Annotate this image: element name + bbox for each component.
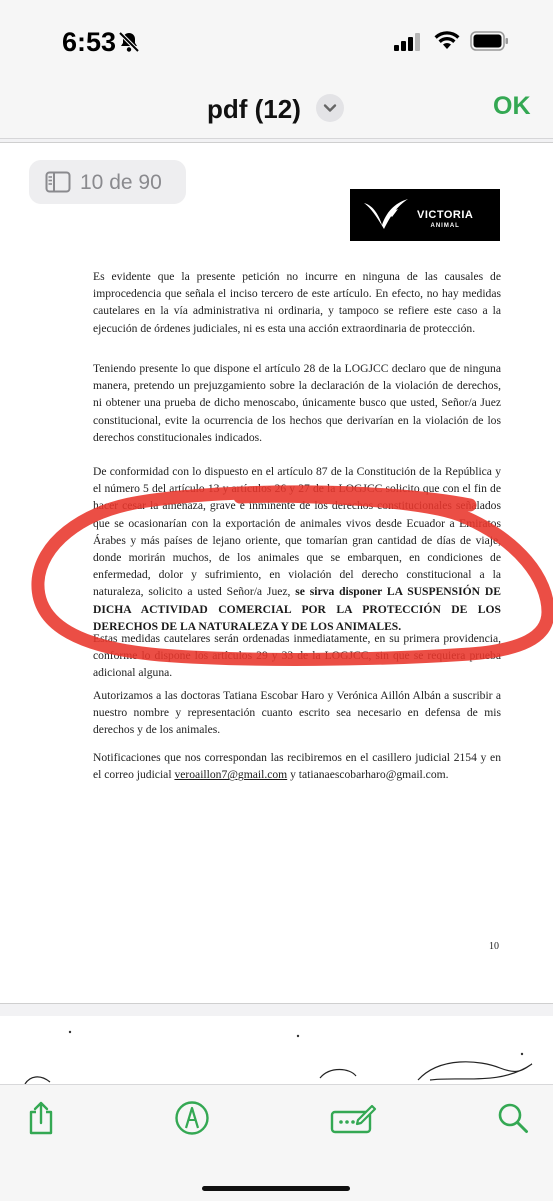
ok-button[interactable]: OK xyxy=(493,92,531,120)
home-indicator xyxy=(202,1186,350,1191)
logo-wordmark xyxy=(417,210,473,232)
title-menu-button[interactable] xyxy=(316,94,344,122)
markup-button[interactable] xyxy=(174,1100,210,1139)
paragraph-6-text: Notificaciones que nos correspondan las recibiremos en el casillero judicial 2154 y en el correo judicial xyxy=(93,751,501,782)
logo-emblem-icon xyxy=(358,189,418,241)
paragraph-2: Teniendo presente lo que dispone el artículo 28 de la LOGJCC declaro que de ninguna manera, pretendo un prejuzgamiento sobre la declaración de la violación de derechos, ni obtener una prueba de dicho menoscabo, únicamente busco que usted, Señor/a Juez constitucional, evite la ocurrencia de los hechos que derivarían en la violación de los derechos constitucionales indicados. xyxy=(93,362,501,444)
search-icon xyxy=(496,1100,530,1136)
chevron-down-icon xyxy=(316,94,344,122)
email-link[interactable]: veroaillon7@gmail.com xyxy=(174,768,288,782)
signature-scribble-icon xyxy=(0,1016,553,1084)
signature-button[interactable] xyxy=(330,1100,378,1139)
page-counter-text: 10 de 90 xyxy=(80,171,162,194)
share-button[interactable] xyxy=(26,1100,56,1139)
signature-icon xyxy=(330,1100,378,1136)
cellular-signal-icon xyxy=(394,33,422,51)
logo-name: VICTORIA xyxy=(417,209,474,221)
search-button[interactable] xyxy=(496,1100,530,1139)
markup-pen-icon xyxy=(174,1100,210,1136)
status-time: 6:53 xyxy=(62,27,117,57)
document-title[interactable]: pdf (12) xyxy=(207,94,301,124)
paragraph-5: Autorizamos a las doctoras Tatiana Escobar Haro y Verónica Aillón Albán a suscribir a nuestro nombre y representación cuanto escrito sea necesario en defensa de mis derechos y de los animales. xyxy=(93,689,501,737)
wifi-icon xyxy=(434,30,460,50)
paragraph-3-text: De conformidad con lo dispuesto en el artículo 87 de la Constitución de la República y el número 5 del artículo 13 y artículos 26 y 27 de la LOGJCC solicito que con el fin de hacer cesar la amenaza, grave e inminente de los derechos constitucionales señalados que se ocasionarían con la exportación de animales vivos desde Ecuador a Emiratos Árabes y más países de lejano oriente, que tomarían gran cantidad de días de viaje, donde morirán muchos, de los animales que se embarquen, en condiciones de enfermedad, dolor y sufrimiento, en violación del derecho constitucional a la naturaleza, solicito a usted Señor/a Juez, xyxy=(93,465,501,599)
paragraph-3-bold: se sirva disponer LA SUSPENSIÓN DE DICHA ACTIVIDAD COMERCIAL POR LA PROTECCIÓN DE LOS DERECHOS DE LA NATURALEZA Y DE LOS ANIMALES. xyxy=(93,585,501,633)
page-number: 10 xyxy=(489,941,499,952)
sidebar-icon xyxy=(45,171,71,193)
battery-icon xyxy=(470,30,510,52)
share-icon xyxy=(26,1100,56,1136)
paragraph-3 xyxy=(93,463,501,635)
bell-slash-icon xyxy=(118,31,140,53)
paragraph-6 xyxy=(93,749,501,783)
paragraph-6-end: y tatianaescobarharo@gmail.com. xyxy=(287,768,449,782)
paragraph-4: Estas medidas cautelares serán ordenadas inmediatamente, en su primera providencia, conforme lo dispone los artículos 29 y 33 de la LOGJCC, sin que se requiera prueba adicional alguna. xyxy=(93,632,501,680)
logo-subtitle: ANIMAL xyxy=(430,223,460,229)
paragraph-1: Es evidente que la presente petición no incurre en ninguna de las causales de improcedencia que señala el inciso tercero de este artículo. En efecto, no hay medidas cautelares en la vía administrativa ni ordinaria, y tampoco se refiere este caso a la ejecución de órdenes judiciales, ni es esta una acción extraordinaria de protección. xyxy=(93,270,501,335)
bottom-toolbar xyxy=(0,1084,553,1201)
next-pdf-page[interactable] xyxy=(0,1016,553,1084)
